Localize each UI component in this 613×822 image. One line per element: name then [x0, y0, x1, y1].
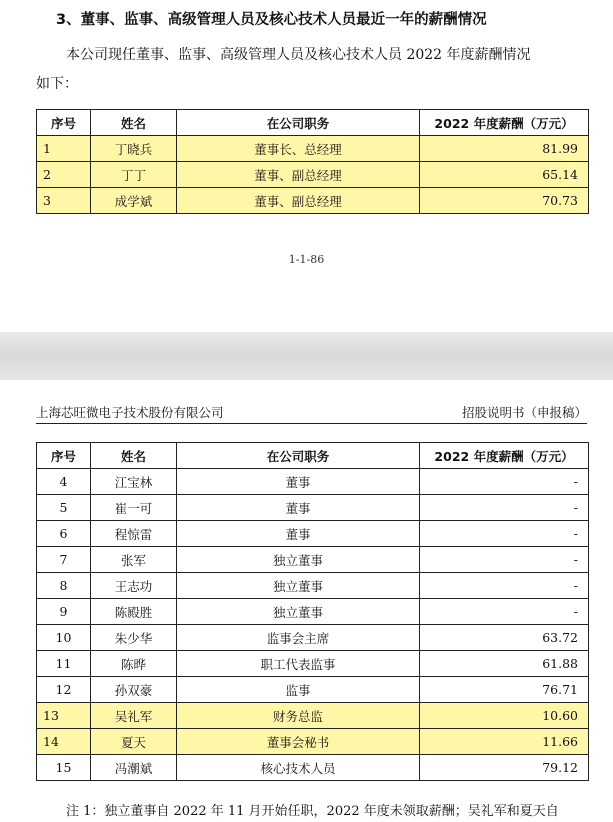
cell-no: 11 — [37, 651, 91, 677]
cell-no: 1 — [37, 136, 91, 162]
cell-position: 核心技术人员 — [177, 755, 420, 781]
table-row — [37, 755, 589, 781]
table-row — [37, 677, 589, 703]
page-separator — [0, 332, 613, 380]
cell-no: 15 — [37, 755, 91, 781]
cell-name: 张军 — [91, 547, 177, 573]
table-row — [37, 547, 589, 573]
cell-name: 丁晓兵 — [91, 136, 177, 162]
table-row — [37, 521, 589, 547]
cell-salary: 61.88 — [420, 651, 589, 677]
page-header-company: 上海芯旺微电子技术股份有限公司 — [36, 405, 224, 420]
cell-name: 成学斌 — [91, 188, 177, 214]
cell-position: 董事 — [177, 521, 420, 547]
cell-name: 朱少华 — [91, 625, 177, 651]
page-number: 1-1-86 — [288, 253, 325, 266]
cell-name: 陈晔 — [91, 651, 177, 677]
header-salary: 2022 年度薪酬（万元） — [420, 443, 589, 469]
cell-no: 4 — [37, 469, 91, 495]
page-header-rule — [36, 423, 587, 424]
cell-position: 董事长、总经理 — [177, 136, 420, 162]
table-row — [37, 495, 589, 521]
table-row — [37, 703, 589, 729]
cell-salary: - — [420, 521, 589, 547]
cell-name: 吴礼军 — [91, 703, 177, 729]
cell-no: 6 — [37, 521, 91, 547]
section-heading: 3、董事、监事、高级管理人员及核心技术人员最近一年的薪酬情况 — [56, 12, 487, 28]
cell-no: 14 — [37, 729, 91, 755]
cell-salary: - — [420, 547, 589, 573]
cell-salary: 63.72 — [420, 625, 589, 651]
cell-salary: 76.71 — [420, 677, 589, 703]
cell-name: 孙双豪 — [91, 677, 177, 703]
cell-position: 独立董事 — [177, 599, 420, 625]
cell-position: 董事、副总经理 — [177, 162, 420, 188]
cell-position: 独立董事 — [177, 573, 420, 599]
intro-paragraph-line-2: 如下： — [36, 76, 78, 92]
cell-name: 江宝林 — [91, 469, 177, 495]
cell-no: 13 — [37, 703, 91, 729]
cell-name: 王志功 — [91, 573, 177, 599]
salary-table-part-2 — [36, 442, 589, 781]
document-page-1 — [0, 0, 613, 332]
cell-no: 12 — [37, 677, 91, 703]
cell-no: 5 — [37, 495, 91, 521]
cell-salary: 70.73 — [420, 188, 589, 214]
header-position: 在公司职务 — [177, 443, 420, 469]
cell-name: 夏天 — [91, 729, 177, 755]
table-row — [37, 188, 589, 214]
cell-no: 3 — [37, 188, 91, 214]
cell-salary: 79.12 — [420, 755, 589, 781]
table-body-part-1 — [37, 136, 589, 214]
header-name: 姓名 — [91, 443, 177, 469]
table-row — [37, 162, 589, 188]
cell-salary: 65.14 — [420, 162, 589, 188]
cell-no: 8 — [37, 573, 91, 599]
table-header-row — [37, 110, 589, 136]
table-row — [37, 651, 589, 677]
header-name: 姓名 — [91, 110, 177, 136]
cell-position: 监事会主席 — [177, 625, 420, 651]
cell-name: 冯潮斌 — [91, 755, 177, 781]
table-row — [37, 469, 589, 495]
cell-position: 财务总监 — [177, 703, 420, 729]
table-row — [37, 599, 589, 625]
cell-name: 丁丁 — [91, 162, 177, 188]
cell-salary: - — [420, 599, 589, 625]
header-no: 序号 — [37, 443, 91, 469]
cell-position: 董事 — [177, 469, 420, 495]
cell-salary: 10.60 — [420, 703, 589, 729]
table-footnote: 注 1：独立董事自 2022 年 11 月开始任职，2022 年度未领取薪酬；吴礼军和夏天自 — [66, 804, 559, 819]
table-row — [37, 625, 589, 651]
cell-no: 2 — [37, 162, 91, 188]
cell-no: 7 — [37, 547, 91, 573]
intro-paragraph-line-1: 本公司现任董事、监事、高级管理人员及核心技术人员 2022 年度薪酬情况 — [66, 47, 531, 63]
table-row — [37, 729, 589, 755]
cell-salary: - — [420, 495, 589, 521]
table-row — [37, 573, 589, 599]
cell-position: 监事 — [177, 677, 420, 703]
cell-salary: 11.66 — [420, 729, 589, 755]
table-header-row — [37, 443, 589, 469]
table-row — [37, 136, 589, 162]
table-body-part-2 — [37, 469, 589, 781]
cell-salary: - — [420, 469, 589, 495]
cell-position: 董事 — [177, 495, 420, 521]
document-page-2 — [0, 380, 613, 822]
cell-position: 董事、副总经理 — [177, 188, 420, 214]
cell-position: 独立董事 — [177, 547, 420, 573]
page-header-doc-title: 招股说明书（申报稿） — [461, 405, 587, 420]
cell-position: 职工代表监事 — [177, 651, 420, 677]
cell-no: 10 — [37, 625, 91, 651]
cell-salary: 81.99 — [420, 136, 589, 162]
cell-name: 程惊雷 — [91, 521, 177, 547]
cell-name: 崔一可 — [91, 495, 177, 521]
cell-no: 9 — [37, 599, 91, 625]
header-no: 序号 — [37, 110, 91, 136]
cell-name: 陈殿胜 — [91, 599, 177, 625]
cell-salary: - — [420, 573, 589, 599]
header-position: 在公司职务 — [177, 110, 420, 136]
salary-table-part-1 — [36, 109, 589, 214]
header-salary: 2022 年度薪酬（万元） — [420, 110, 589, 136]
cell-position: 董事会秘书 — [177, 729, 420, 755]
